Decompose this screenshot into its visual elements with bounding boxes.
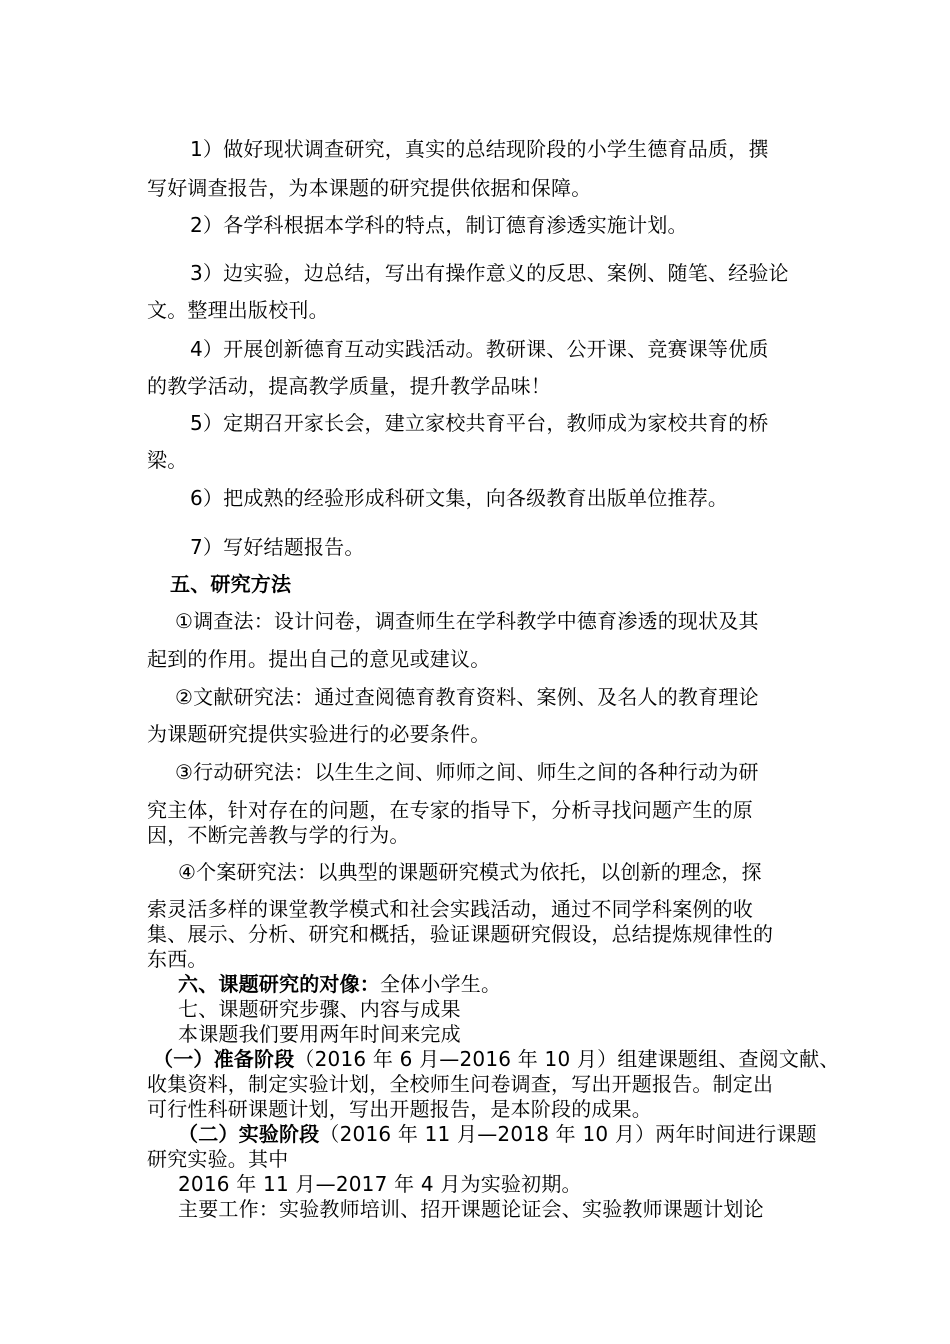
stage-heading: （一）准备阶段 xyxy=(153,1047,295,1071)
paragraph-line: 7）写好结题报告。 xyxy=(190,535,365,559)
paragraph-line: ②文献研究法：通过查阅德育教育资料、案例、及名人的教育理论 xyxy=(175,685,759,709)
paragraph-line: 可行性科研课题计划，写出开题报告，是本阶段的成果。 xyxy=(147,1097,652,1121)
paragraph-line: 4）开展创新德育互动实践活动。教研课、公开课、竞赛课等优质 xyxy=(190,337,769,361)
stage-text: （2016 年 6 月—2016 年 10 月）组建课题组、查阅文献、 xyxy=(294,1047,840,1071)
paragraph-line: ①调查法：设计问卷，调查师生在学科教学中德育渗透的现状及其 xyxy=(175,609,759,633)
paragraph-line: 主要工作：实验教师培训、招开课题论证会、实验教师课题计划论 xyxy=(178,1197,764,1221)
paragraph-line: 2）各学科根据本学科的特点，制订德育渗透实施计划。 xyxy=(190,213,688,237)
paragraph-line: 究主体，针对存在的问题，在专家的指导下，分析寻找问题产生的原 xyxy=(147,798,753,822)
paragraph-line: 的教学活动，提高教学质量，提升教学品味！ xyxy=(147,374,551,398)
stage-line xyxy=(178,1121,817,1147)
paragraph-line: 2016 年 11 月—2017 年 4 月为实验初期。 xyxy=(178,1172,582,1196)
paragraph-line: 为课题研究提供实验进行的必要条件。 xyxy=(147,722,491,746)
stage-text: （2016 年 11 月—2018 年 10 月）两年时间进行课题 xyxy=(319,1122,817,1146)
paragraph-line: 研究实验。其中 xyxy=(147,1147,289,1171)
section-line xyxy=(178,971,501,997)
paragraph-line: ④个案研究法：以典型的课题研究模式为依托，以创新的理念，探 xyxy=(178,860,762,884)
paragraph-line: 梁。 xyxy=(147,448,188,472)
paragraph-line: 5）定期召开家长会，建立家校共育平台，教师成为家校共育的桥 xyxy=(190,411,769,435)
paragraph-line: 1）做好现状调查研究，真实的总结现阶段的小学生德育品质，撰 xyxy=(190,137,769,161)
paragraph-line: 因，不断完善教与学的行为。 xyxy=(147,823,410,847)
paragraph-line: 3）边实验，边总结，写出有操作意义的反思、案例、随笔、经验论 xyxy=(190,261,789,285)
paragraph-line: 写好调查报告，为本课题的研究提供依据和保障。 xyxy=(147,176,592,200)
paragraph-line: ③行动研究法：以生生之间、师师之间、师生之间的各种行动为研 xyxy=(175,760,759,784)
section-heading: 七、课题研究步骤、内容与成果 xyxy=(178,997,461,1021)
section-heading: 五、研究方法 xyxy=(170,572,292,596)
paragraph-line: 集、展示、分析、研究和概括，验证课题研究假设，总结提炼规律性的 xyxy=(147,922,774,946)
stage-heading: （二）实验阶段 xyxy=(178,1122,320,1146)
section-heading: 六、课题研究的对像： xyxy=(178,972,380,996)
paragraph-line: 收集资料，制定实验计划，全校师生问卷调查，写出开题报告。制定出 xyxy=(147,1072,774,1096)
paragraph-line: 起到的作用。提出自己的意见或建议。 xyxy=(147,647,491,671)
paragraph-line: 文。整理出版校刊。 xyxy=(147,298,329,322)
stage-line xyxy=(153,1046,840,1072)
paragraph-line: 东西。 xyxy=(147,947,208,971)
paragraph-line: 本课题我们要用两年时间来完成 xyxy=(178,1022,461,1046)
section-text: 全体小学生。 xyxy=(380,972,502,996)
paragraph-line: 索灵活多样的课堂教学模式和社会实践活动，通过不同学科案例的收 xyxy=(147,897,753,921)
paragraph-line: 6）把成熟的经验形成科研文集，向各级教育出版单位推荐。 xyxy=(190,486,729,510)
